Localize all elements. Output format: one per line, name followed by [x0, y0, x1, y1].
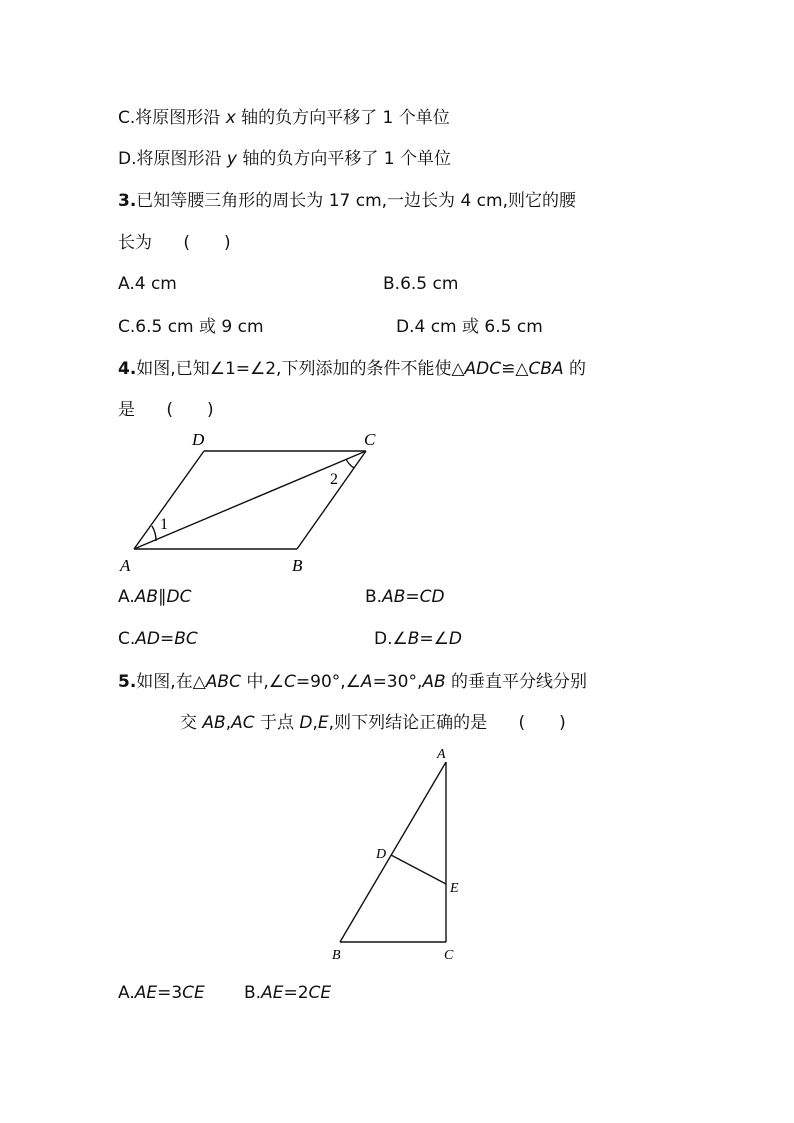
q5-label-e: E — [450, 881, 459, 896]
q4-angle-1-label: 1 — [160, 516, 168, 533]
q5-label-c: C — [444, 948, 454, 963]
q3-stem-line2: 长为 ( ) — [118, 233, 231, 253]
q5-side-ab — [340, 762, 446, 942]
q3-option-d: D.4 cm 或 6.5 cm — [396, 317, 543, 337]
q5-stem-line2: 交 AB,AC 于点 D,E,则下列结论正确的是 ( ) — [180, 713, 566, 733]
q4-stem-line2: 是 ( ) — [118, 400, 214, 420]
q2-option-d: D.将原图形沿 y 轴的负方向平移了 1 个单位 — [118, 149, 451, 169]
q3-option-a: A.4 cm — [118, 274, 177, 294]
q5-stem-line1: 5.如图,在△ABC 中,∠C=90°,∠A=30°,AB 的垂直平分线分别 — [118, 672, 588, 692]
q5-triangle-figure — [325, 745, 485, 967]
q5-option-a: A.AE=3CE — [118, 983, 205, 1003]
q5-perpendicular-de — [391, 855, 446, 884]
q4-label-c: C — [364, 430, 376, 449]
q5-label-d: D — [376, 847, 387, 862]
q4-option-c: C.AD=BC — [118, 629, 198, 649]
q2-option-c: C.将原图形沿 x 轴的负方向平移了 1 个单位 — [118, 108, 450, 128]
q3-option-b: B.6.5 cm — [383, 274, 459, 294]
q4-option-b: B.AB=CD — [365, 587, 445, 607]
q5-option-b: B.AE=2CE — [244, 983, 332, 1003]
q4-angle-2-label: 2 — [330, 471, 338, 488]
q3-stem-line1: 3.已知等腰三角形的周长为 17 cm,一边长为 4 cm,则它的腰 — [118, 191, 576, 211]
q4-angle-1-arc — [152, 526, 156, 541]
q4-label-b: B — [292, 556, 303, 575]
q4-option-d: D.∠B=∠D — [374, 629, 462, 649]
q5-label-a: A — [437, 747, 446, 762]
q4-label-d: D — [192, 430, 205, 449]
q5-label-b: B — [332, 948, 341, 963]
q4-option-a: A.AB∥DC — [118, 587, 192, 607]
q4-parallelogram-figure — [110, 428, 390, 578]
q3-option-c: C.6.5 cm 或 9 cm — [118, 317, 264, 337]
q4-stem-line1: 4.如图,已知∠1=∠2,下列添加的条件不能使△ADC≌△CBA 的 — [118, 359, 587, 379]
q4-angle-2-arc — [346, 459, 354, 468]
q4-label-a: A — [120, 556, 131, 575]
